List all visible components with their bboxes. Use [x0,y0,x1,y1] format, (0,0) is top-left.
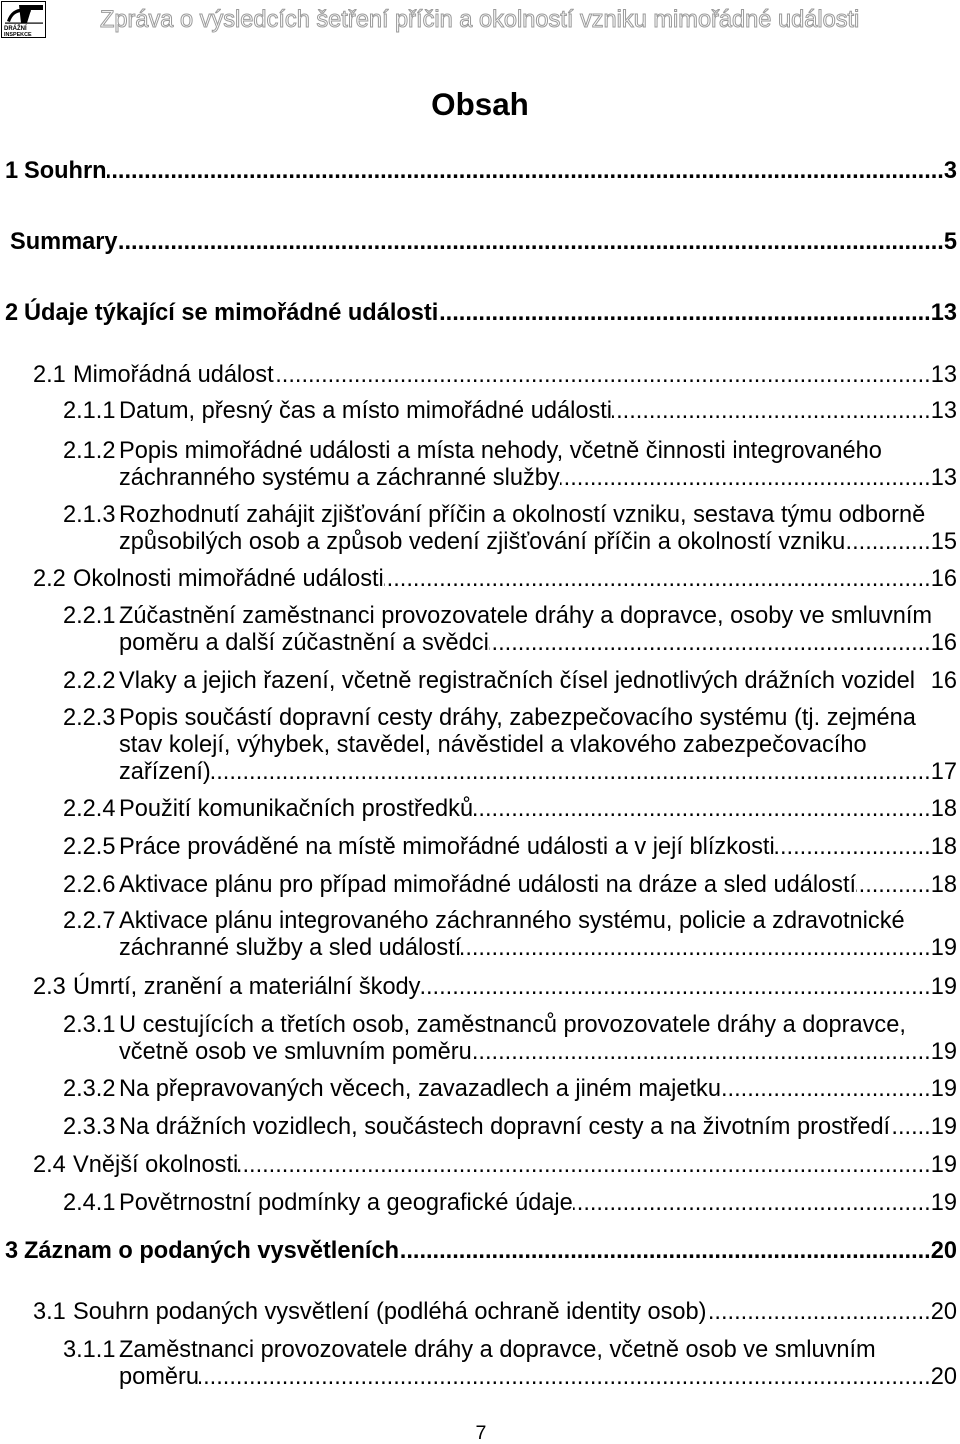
dot-leader [845,529,931,556]
toc-entry-page: 16 [930,668,957,694]
dot-leader [199,1364,931,1391]
toc-entry-last-line [73,1152,957,1179]
toc-entry-last-line [119,630,957,657]
toc-entry-number: 2.2.3 [63,705,116,731]
toc-entry-text: Práce prováděné na místě mimořádné události a v její blízkosti [119,834,775,860]
toc-entry-last-line [119,465,957,492]
toc-entry-last-line [73,566,957,593]
dot-leader [721,1076,931,1103]
toc-entry-last-line [24,158,957,185]
toc-entry-page: 19 [930,974,957,1000]
dot-leader [399,1238,931,1265]
toc-entry-last-line [119,1190,957,1217]
toc-entry-2-3-3[interactable] [63,1114,957,1141]
dot-leader [707,1299,931,1326]
toc-entry-number: 2.2.6 [63,872,116,898]
toc-entry-3-1-1[interactable] [63,1337,957,1391]
toc-entry-title [119,908,957,962]
toc-entry-text: poměru a další zúčastnění a svědci [119,630,489,656]
dot-leader [438,300,930,327]
dot-leader [274,362,931,389]
running-header-title: Zpráva o výsledcích šetření příčin a okolností vzniku mimořádné události [100,7,860,33]
toc-entry-2-1[interactable] [33,362,957,389]
toc-entry-page: 19 [930,1076,957,1102]
toc-entry-number: 2 [5,300,19,326]
toc-entry-page: 19 [930,935,957,961]
toc-entry-last-line [119,796,957,823]
toc-entry-title [24,158,957,185]
dot-leader [472,1039,931,1066]
logo-text-inspekce: INSPEKCE [4,32,32,38]
toc-entry-title [73,362,957,389]
toc-entry-page: 18 [930,834,957,860]
toc-entry-number: 2.3 [33,974,66,1000]
toc-entry-title [119,872,957,899]
toc-entry-2-2-7[interactable] [63,908,957,962]
toc-entry-last-line [119,398,957,425]
toc-entry-text: Summary [10,229,118,255]
toc-entry-page: 13 [930,465,957,491]
toc-entry-last-line [119,1364,957,1391]
toc-entry-title [73,974,957,1001]
toc-entry-title [119,1337,957,1391]
toc-entry-number: 2.1.3 [63,502,116,528]
toc-entry-last-line [73,1299,957,1326]
toc-entry-title [119,438,957,492]
toc-entry-text: Na drážních vozidlech, součástech dopravní cesty a na životním prostředí [119,1114,891,1140]
toc-entry-text: včetně osob ve smluvním poměru [119,1039,472,1065]
toc-entry-page: 13 [930,398,957,424]
toc-entry-number: 2.4.1 [63,1190,116,1216]
toc-entry-text: Okolnosti mimořádné události [73,566,384,592]
toc-entry-last-line [73,362,957,389]
toc-entry-2-1-1[interactable] [63,398,957,425]
toc-entry-title [119,398,957,425]
drazni-inspekce-logo [1,1,46,38]
toc-entry-2-2-4[interactable] [63,796,957,823]
toc-entry-text: Zaměstnanci provozovatele dráhy a dopravce, včetně osob ve smluvním [119,1337,876,1363]
toc-entry-title [73,1299,957,1326]
dot-leader [118,229,944,256]
toc-entry-2-2-6[interactable] [63,872,957,899]
toc-entry-last-line [24,1238,957,1265]
toc-entry-2-2-1[interactable] [63,603,957,657]
toc-entry-last-line [119,759,957,786]
toc-entry-number: 1 [5,158,19,184]
toc-entry-text: Souhrn podaných vysvětlení (podléhá ochraně identity osob) [73,1299,707,1325]
toc-entry-text: záchranné služby a sled událostí [119,935,462,961]
toc-entry-2-2-3[interactable] [63,705,957,786]
toc-entry-3[interactable] [5,1238,957,1265]
toc-entry-text: Rozhodnutí zahájit zjišťování příčin a okolností vzniku, sestava týmu odborně [119,502,926,528]
toc-entry-text: způsobilých osob a způsob vedení zjišťování příčin a okolností vzniku [119,529,846,555]
toc-entry-text: Vnější okolnosti [73,1152,239,1178]
toc-entry-title [119,834,957,861]
toc-entry-number: 2.2 [33,566,66,592]
toc-entry-text: Záznam o podaných vysvětleních [24,1238,399,1264]
toc-entry-last-line [24,300,957,327]
toc-entry-page: 13 [930,362,957,388]
toc-entry-number: 2.3.1 [63,1012,116,1038]
toc-entry-number: 2.3.3 [63,1114,116,1140]
toc-entry-2-2[interactable] [33,566,957,593]
toc-entry-page: 18 [930,872,957,898]
toc-entry-page: 15 [930,529,957,555]
toc-entry-text: Aktivace plánu pro případ mimořádné události na dráze a sled událostí [119,872,857,898]
toc-entry-text: Vlaky a jejich řazení, včetně registračních čísel jednotlivých drážních vozidel [119,668,916,694]
toc-entry-text: stav kolejí, výhybek, stavědel, návěstidel a vlakového zabezpečovacího [119,732,867,758]
toc-entry-page: 3 [943,158,957,184]
toc-entry-text: Údaje týkající se mimořádné události [24,300,439,326]
toc-entry-page: 5 [943,229,957,255]
toc-entry-last-line [119,529,957,556]
toc-entry-page: 20 [930,1238,957,1264]
toc-entry-last-line [119,1039,957,1066]
toc-entry-text: Úmrtí, zranění a materiální škody [73,974,421,1000]
toc-entry-2-3[interactable] [33,974,957,1001]
dot-leader [560,465,931,492]
toc-entry-text: poměru [119,1364,199,1390]
logo-text-drazni: DRÁŽNÍ [4,26,27,32]
toc-entry-number: 2.3.2 [63,1076,116,1102]
toc-entry-title [119,603,957,657]
toc-entry-number: 2.2.2 [63,668,116,694]
toc-entry-page: 16 [930,566,957,592]
toc-entry-page: 20 [930,1364,957,1390]
toc-entry-last-line [119,1114,957,1141]
toc-entry-number: 3.1.1 [63,1337,116,1363]
toc-entry-text: U cestujících a třetích osob, zaměstnanců provozovatele dráhy a dopravce, [119,1012,906,1038]
toc-entry-2-3-1[interactable] [63,1012,957,1066]
toc-entry-1[interactable] [5,158,957,185]
toc-entry-title [119,1190,957,1217]
dot-leader [573,1190,931,1217]
toc-entry-2-1-3[interactable] [63,502,957,556]
toc-entry-number: 3.1 [33,1299,66,1325]
toc-entry-title [119,705,957,786]
toc-entry-page: 19 [930,1039,957,1065]
toc-entry-page: 18 [930,796,957,822]
toc-entry-2-2-5[interactable] [63,834,957,861]
toc-entry-number: 3 [5,1238,19,1264]
toc-entry-last-line [119,668,957,695]
toc-entry-2-4-1[interactable] [63,1190,957,1217]
toc-entry-2-4[interactable] [33,1152,957,1179]
toc-entry-text: Povětrnostní podmínky a geografické údaje [119,1190,573,1216]
toc-entry-2-3-2[interactable] [63,1076,957,1103]
dot-leader [238,1152,931,1179]
toc-entry-text: Použití komunikačních prostředků [119,796,474,822]
toc-entry-page: 13 [930,300,957,326]
toc-entry-2-2-2[interactable] [63,668,957,695]
dot-leader [775,834,931,861]
toc-entry-title [73,1152,957,1179]
toc-entry-number: 2.4 [33,1152,66,1178]
toc-entry-page: 17 [930,759,957,785]
toc-entry-title [119,796,957,823]
dot-leader [461,935,930,962]
toc-entry-page: 16 [930,630,957,656]
toc-entry-title [73,566,957,593]
toc-entry-text: zařízení) [119,759,211,785]
toc-entry-last-line [119,935,957,962]
toc-entry-2-1-2[interactable] [63,438,957,492]
toc-entry-text: Mimořádná událost [73,362,274,388]
dot-leader [211,759,931,786]
dot-leader [107,158,944,185]
dot-leader [890,1114,931,1141]
toc-entry-title [119,1114,957,1141]
toc-entry-text: Souhrn [24,158,107,184]
toc-heading: Obsah [431,87,529,122]
dot-leader [489,630,931,657]
toc-entry-last-line [73,974,957,1001]
toc-entry-page: 19 [930,1190,957,1216]
toc-entry-summary[interactable] [10,229,957,256]
toc-entry-title [24,300,957,327]
toc-entry-text: Popis součástí dopravní cesty dráhy, zabezpečovacího systému (tj. zejména [119,705,916,731]
page-number: 7 [475,1422,487,1444]
toc-entry-number: 2.2.5 [63,834,116,860]
toc-entry-title [10,229,957,256]
toc-entry-2[interactable] [5,300,957,327]
toc-entry-text: záchranného systému a záchranné služby [119,465,560,491]
dot-leader [473,796,931,823]
dot-leader [612,398,931,425]
toc-entry-title [119,502,957,556]
toc-entry-number: 2.2.7 [63,908,116,934]
dot-leader [420,974,930,1001]
toc-entry-text: Na přepravovaných věcech, zavazadlech a jiném majetku [119,1076,721,1102]
toc-entry-number: 2.1 [33,362,66,388]
dot-leader [856,872,931,899]
toc-entry-page: 19 [930,1152,957,1178]
toc-entry-number: 2.2.4 [63,796,116,822]
toc-entry-last-line [119,872,957,899]
toc-entry-number: 2.2.1 [63,603,116,629]
toc-entry-text: Popis mimořádné události a místa nehody, včetně činnosti integrovaného [119,438,882,464]
toc-entry-last-line [10,229,957,256]
toc-entry-text: Datum, přesný čas a místo mimořádné události [119,398,613,424]
toc-entry-page: 20 [930,1299,957,1325]
toc-entry-title [119,1012,957,1066]
toc-entry-3-1[interactable] [33,1299,957,1326]
toc-entry-text: Aktivace plánu integrovaného záchranného systému, policie a zdravotnické [119,908,905,934]
toc-entry-title [119,1076,957,1103]
toc-entry-number: 2.1.2 [63,438,116,464]
toc-entry-title [24,1238,957,1265]
toc-entry-last-line [119,1076,957,1103]
dot-leader [384,566,931,593]
toc-entry-page: 19 [930,1114,957,1140]
toc-entry-last-line [119,834,957,861]
toc-entry-text: Zúčastnění zaměstnanci provozovatele dráhy a dopravce, osoby ve smluvním [119,603,933,629]
toc-entry-number: 2.1.1 [63,398,116,424]
toc-entry-title [119,668,957,695]
